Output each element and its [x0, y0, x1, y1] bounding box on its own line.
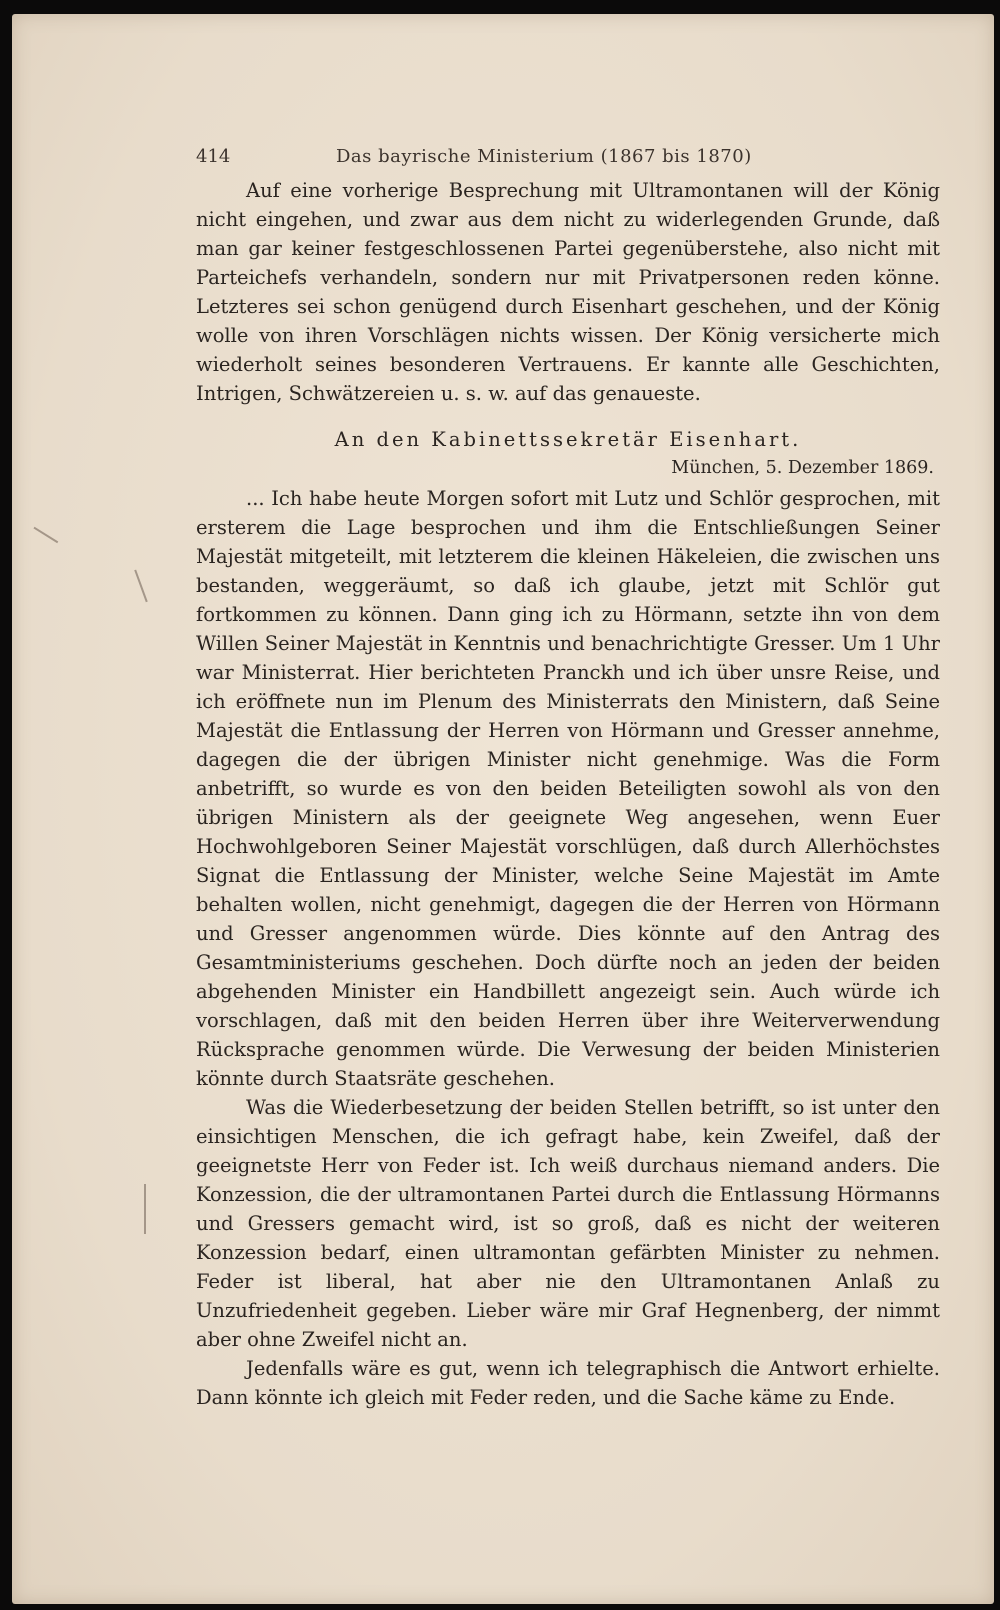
- page-number: 414: [196, 146, 231, 167]
- letter-heading: An den Kabinettssekretär Eisenhart.: [334, 428, 802, 451]
- text-block: [196, 140, 940, 1412]
- margin-pencil-mark: [134, 570, 147, 602]
- paragraph-4: Jedenfalls wäre es gut, wenn ich telegraphisch die Antwort erhielte. Dann könnte ich gleich mit Feder reden, und die Sache käme zu Ende.: [196, 1357, 940, 1409]
- paragraph-2: ... Ich habe heute Morgen sofort mit Lutz und Schlör gesprochen, mit ersterem die Lage besprochen und ihm die Entschließungen Seiner Majestät mitgeteilt, mit letzterem die kleinen Häkeleien, die zwischen uns bestanden, weggeräumt, so daß ich glaube, jetzt mit Schlör gut fortkommen zu können. Dann ging ich zu Hörmann, setzte ihn von dem Willen Seiner Majestät in Kenntnis und benachrichtigte Gresser. Um 1 Uhr war Ministerrat. Hier berichteten Pranckh und ich über unsre Reise, und ich eröffnete nun im Plenum des Ministerrats den Ministern, daß Seine Majestät die Entlassung der Herren von Hörmann und Gresser annehme, dagegen die der übrigen Minister nicht genehmige. Was die Form anbetrifft, so wurde es von den beiden Beteiligten sowohl als von den übrigen Ministern als der geeignete Weg angesehen, wenn Euer Hochwohlgeboren Seiner Majestät vorschlügen, daß durch Allerhöchstes Signat die Entlassung der Minister, welche Seine Majestät im Amte behalten wollen, nicht genehmigt, dagegen die der Herren von Hörmann und Gresser angenommen würde. Dies könnte auf den Antrag des Gesamtministeriums geschehen. Doch dürfte noch an jeden der beiden abgehenden Minister ein Handbillett angezeigt sein. Auch würde ich vorschlagen, daß mit den beiden Herren über ihre Weiterverwendung Rücksprache genommen würde. Die Verwesung der beiden Ministerien könnte durch Staatsräte geschehen.: [196, 487, 940, 1090]
- paragraph-1: Auf eine vorherige Besprechung mit Ultramontanen will der König nicht eingehen, und zwar aus dem nicht zu widerlegenden Grunde, daß man gar keiner festgeschlossenen Partei gegenüberstehe, also nicht mit Parteichefs verhandeln, sondern nur mit Privatpersonen reden könne. Letzteres sei schon genügend durch Eisenhart geschehen, und der König wolle von ihren Vorschlägen nichts wissen. Der König versicherte mich wiederholt seines besonderen Vertrauens. Er kannte alle Geschichten, Intrigen, Schwätzereien u. s. w. auf das genaueste.: [196, 179, 940, 405]
- paragraph-3: Was die Wiederbesetzung der beiden Stellen betrifft, so ist unter den einsichtigen Menschen, die ich gefragt habe, kein Zweifel, daß der geeignetste Herr von Feder ist. Ich weiß durchaus niemand anders. Die Konzession, die der ultramontanen Partei durch die Entlassung Hörmanns und Gressers gemacht wird, ist so groß, daß es nicht der weiteren Konzession bedarf, einen ultramontan gefärbten Minister zu nehmen. Feder ist liberal, hat aber nie den Ultramontanen Anlaß zu Unzufriedenheit gegeben. Lieber wäre mir Graf Hegnenberg, der nimmt aber ohne Zweifel nicht an.: [196, 1096, 940, 1351]
- letter-dateline: München, 5. Dezember 1869.: [671, 458, 934, 478]
- book-page: [12, 14, 994, 1604]
- running-head: [196, 140, 940, 176]
- margin-pencil-mark: [144, 1184, 146, 1234]
- running-title: Das bayrische Ministerium (1867 bis 1870): [336, 146, 752, 167]
- margin-pencil-mark: [34, 527, 59, 543]
